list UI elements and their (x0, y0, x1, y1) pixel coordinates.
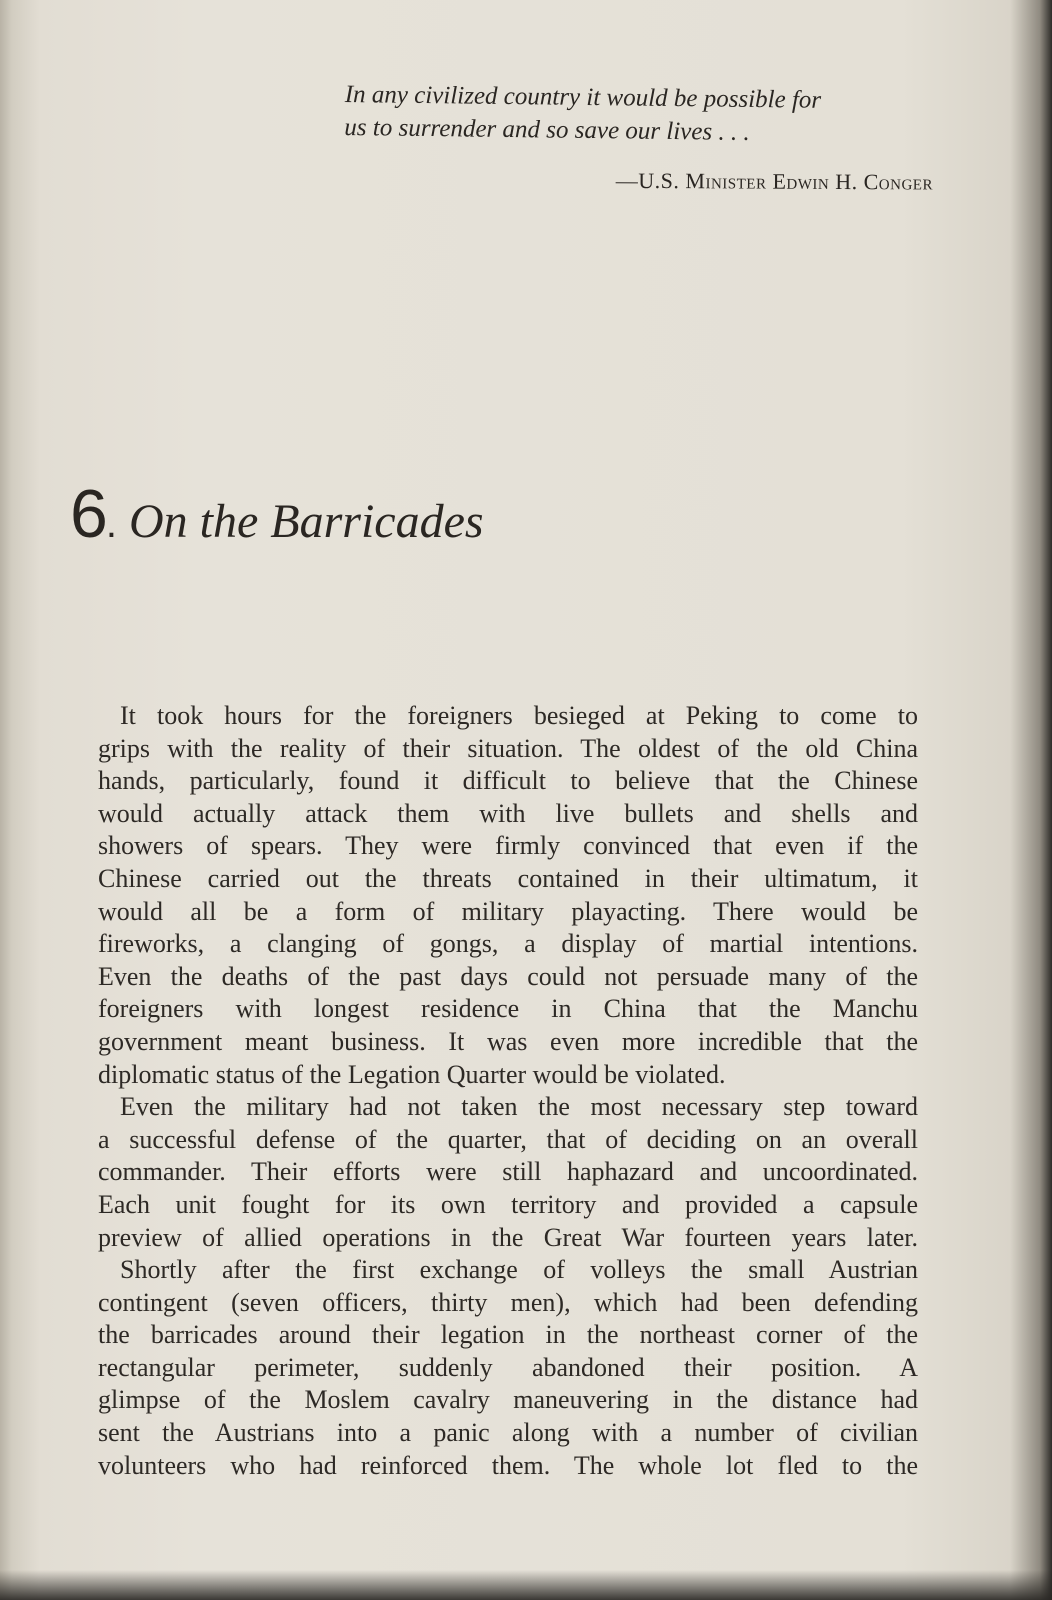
text-line: preview of allied operations in the Great War fourteen years later. (98, 1222, 918, 1252)
page-bottom-shadow (0, 1570, 1052, 1600)
text-line: Shortly after the first exchange of volleys the small Austrian (120, 1255, 918, 1285)
text-line: government meant business. It was even more incredible that the (98, 1026, 918, 1056)
text-line: glimpse of the Moslem cavalry maneuvering in the distance had (98, 1385, 918, 1415)
text-line: showers of spears. They were firmly convinced that even if the (98, 831, 918, 861)
text-line: It took hours for the foreigners besieged at Peking to come to (120, 701, 918, 730)
paragraph-1 (98, 700, 918, 1091)
text-line: Chinese carried out the threats contained in their ultimatum, it (98, 863, 918, 893)
epigraph-quote-line: In any civilized country it would be possible for (344, 80, 822, 114)
text-line: diplomatic status of the Legation Quarter would be violated. (98, 1059, 726, 1089)
text-line: contingent (seven officers, thirty men), which had been defending (98, 1287, 918, 1317)
epigraph-quote-line: us to surrender and so save our lives . . . (344, 113, 750, 146)
text-line: would actually attack them with live bullets and shells and (98, 798, 918, 828)
paragraph-2 (98, 1091, 918, 1254)
text-line: a successful defense of the quarter, that of deciding on an overall (98, 1124, 918, 1154)
text-line: would all be a form of military playacting. There would be (98, 896, 918, 926)
epigraph-quote (344, 78, 955, 151)
text-line: Each unit fought for its own territory and provided a capsule (98, 1189, 918, 1219)
text-line: hands, particularly, found it difficult to believe that the Chinese (98, 766, 918, 796)
text-line: rectangular perimeter, suddenly abandoned their position. A (98, 1352, 918, 1382)
chapter-heading (70, 475, 770, 553)
chapter-number: 6 (70, 476, 106, 552)
chapter-title: On the Barricades (128, 495, 484, 548)
text-line: grips with the reality of their situation. The oldest of the old China (98, 733, 918, 763)
text-line: volunteers who had reinforced them. The whole lot fled to the (98, 1450, 918, 1480)
chapter-number-dot: . (105, 502, 117, 546)
text-line: commander. Their efforts were still haphazard and uncoordinated. (98, 1157, 918, 1187)
epigraph (345, 78, 955, 194)
text-line: foreigners with longest residence in China that the Manchu (98, 994, 918, 1024)
paragraph-3 (98, 1254, 918, 1482)
text-line: the barricades around their legation in the northeast corner of the (98, 1320, 918, 1350)
text-line: fireworks, a clanging of gongs, a display of martial intentions. (98, 929, 918, 959)
body-text (98, 700, 918, 1482)
epigraph-attribution: —U.S. Minister Edwin H. Conger (615, 167, 934, 195)
text-line: sent the Austrians into a panic along with a number of civilian (98, 1418, 918, 1448)
text-line: Even the deaths of the past days could not persuade many of the (98, 961, 918, 991)
text-line: Even the military had not taken the most necessary step toward (120, 1092, 918, 1122)
